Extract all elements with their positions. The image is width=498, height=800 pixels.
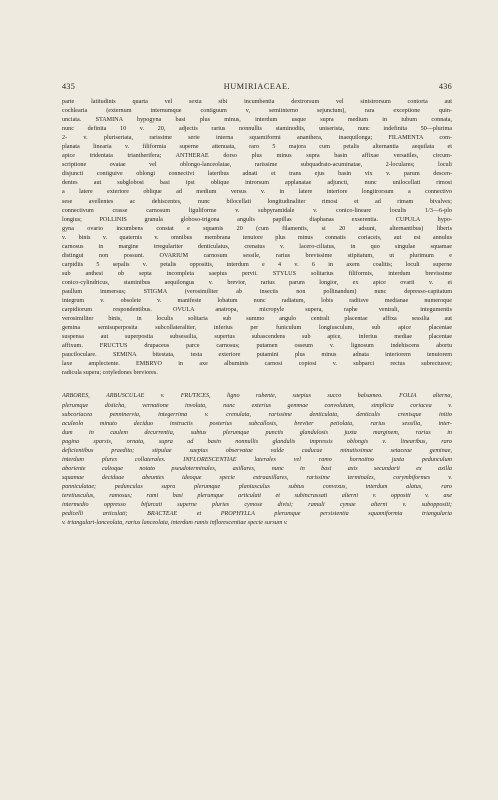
text-line: a latere exteriore oblique ad medium versus v. in latere interiore longitrorsum a connectivo — [62, 189, 452, 196]
text-line: nunc definita 10 v. 20, adjectis rarius nonnullis staminodiis, uniserista, nunc indefinita 50—plurima — [62, 126, 452, 133]
text-line: sub anthesi ob septa incompleta saepius pervii. STYLUS solitarius filiformis, interdum brevissime — [62, 270, 452, 277]
text-line: cochlearia (externum internumque contiguum v, semiinterno sejunctum), rara exceptione quin- — [62, 108, 452, 115]
text-line: affixum. FRUCTUS drupaceus parce carnosus; putamen osseum v. lignosum indehiscens abortu — [62, 343, 452, 350]
text-line: carnosus in margine irregulariter denticulatus, crenatus v. lacero-ciliatus, in quo singulae squamae — [62, 243, 452, 250]
running-header — [62, 82, 452, 91]
text-line: verosimiliter binis, in loculis solitaria sub summo angulo centrali placentae affixa sessilia aut — [62, 316, 452, 323]
text-line: aboriente caltoque notato pseudoterminales, axillares, nunc in basi axis secundarii ex axilla — [62, 465, 452, 472]
text-line: unciata. STAMINA hypogyna basi plus minus, interdum usque supra medium in tubum connata, — [62, 117, 452, 124]
text-line: ARBORES, ARBUSCULAE v. FRUTICES, ligno rubente, saepius succo balsameo. FOLIA alterna, — [62, 393, 452, 400]
text-line: deficientibus praedita; stipulae saepius observatae valde caducae minutissimae setaceae geminae, — [62, 447, 452, 454]
text-line: integrum v. obsolete v. manifeste lobatum nunc radiatum, lobis radiisve medianae numeroque — [62, 298, 452, 305]
page-body — [62, 98, 452, 528]
text-line: parte latitudinis quarta vel sexta sibi incumbentia dextrorsum vel sinistrorsum contorta aut — [62, 99, 452, 105]
text-line: gemina semisuperposita subcollateraliter, inferius per funiculum longiusculum, sub apice placentae — [62, 325, 452, 332]
text-line: sese avellentes ac dehiscentes, nunc bilocellati longitudinaliter rimosi et ad rimam bivalves; — [62, 198, 452, 205]
paragraph-description — [62, 98, 452, 378]
text-line: v. triangulari-lanceolata, rarius lanceolata, interdum ramis inflorescentiae specie sursum v. — [62, 520, 288, 527]
page-number-left: 435 — [62, 82, 76, 91]
text-line: teretiusculus, ramosus; rami basi plerumque articulati et subincrassati alterni v. oppositi v. axe — [62, 492, 452, 499]
text-line: distingui non possunt. OVARIUM carnosum sessile, rarius brevissime stipitatum, ut plurimum e — [62, 252, 452, 259]
text-line: interdum plures collaterales. INFLORESCENTIAE laterales vel ramo hornotino juxta pedunculum — [62, 456, 452, 463]
text-line: panniculatae; pedunculus supra plerumque planiusculus subtus convexus, interdum alatus, raro — [62, 483, 452, 490]
text-line: v. binis v. quaternis v. omnibus membrana tenuiore plus minus connatis coriaceis, aut est annulus — [62, 234, 452, 241]
text-line: carpidiorum respondentibus. OVULA anatropa, micropyle supera, raphe ventrali, integumentis — [62, 307, 452, 314]
page-number-right: 436 — [438, 82, 452, 91]
text-line: conico-cylindricus, staminibus aequilongus v. brevior, rarius parum longior, ex apice ovarii v. ei — [62, 279, 452, 286]
text-line: aculeolo minuto deciduo instructis posterius subcallosis, breviter petiolata, rarius sessilia, inter- — [62, 420, 452, 427]
text-line: apice tridentata triantherifera; ANTHERAE dorso plus minus supra basin affixae versatiles, circum- — [62, 153, 452, 160]
text-line: squamae deciduae abeuntes ideoque specie extraaxillares, rarissime terminales, corymbiformes v. — [62, 474, 452, 481]
text-line: carpidiis 5 sepalis v. petalis oppositis, interdum e 4 v. 6 in axem coalitis; loculi superne — [62, 261, 452, 268]
text-line: gyna ovario incumbens constat e squamis 20 (cum filamentis, si 20 adsunt, alternantibus) liberis — [62, 225, 452, 232]
text-line: pagina sparsis, ornata, supra ad basin nonnullis glandulis impressis oblongis v. linearibus, raro — [62, 438, 452, 445]
text-line: planata linearia v. filiformia superne attenuata, raro 5 majora cum petalis alternantia aequilata et — [62, 144, 452, 151]
text-line: subcoriacea penninervia, integerrima v. crenulata, rarissime denticulata, denticulis crenisque initio — [62, 411, 452, 418]
text-line: disjuncti contiguive oblongi connectivi lateribus adnati et trans ejus basin vix v. parum descen- — [62, 171, 452, 178]
text-line: longius; POLLINIS granula globoso-trigona angulis papillas diaphanas exserentia. CUPULA hypo- — [62, 216, 452, 223]
text-line: intermedio oppresso bifurcati superne pluries cymose divisi; ramuli cymae alterni v. suboppositi; — [62, 502, 452, 509]
text-line: suspensa aut superposita subsessilia, superius subascendens sub apice, inferius mediae placentae — [62, 334, 452, 341]
paragraph-habit — [62, 392, 452, 528]
text-line: laxe amplectente. EMBRYO in axe albuminis carnosi copiosi v. subparci rectus subrectusve; — [62, 361, 452, 368]
text-line: dentes aut subglobosi basi ipsi oblique introrsum applanatae adjuncti, nunc unilocellati rimosi — [62, 180, 452, 187]
text-line: dum in caulem decurrentia, subtus plerumque punctis glandulosis juxta marginem, rarius in — [62, 429, 452, 436]
text-line: connectivum crasse carnosum liguliforme v. subpyramidale v. conico-lineare loculis 1/3—6-plo — [62, 207, 452, 214]
text-line: pauciloculare. SEMINA bitestata, testa exteriore putamini plus minus adnata interiorem tenuiorem — [62, 352, 452, 359]
text-line: radicula supera; cotyledones breviores. — [62, 370, 158, 377]
running-title: HUMIRIACEAE. — [223, 82, 291, 91]
text-line: paullum immersus; STIGMA (verosimiliter ab insectis non pollinandum) nunc depresso-capitatum — [62, 288, 452, 295]
text-line: plerumque disticha, vernatione involuta, nunc exterius gemmae convolutum, simplicia coriacea v. — [62, 402, 452, 409]
text-line: scriptione ovatae vel oblongo-lanceolatae, rarissime subquadrato-acuminatae, 2-loculares; loculi — [62, 162, 452, 169]
text-line: 2- v. pluriseriata, rarissime serie interna squamiformi ananthera, inaequilonga; FILAMENTA com- — [62, 135, 452, 142]
text-line: pedicelli articulati; BRACTEAE et PROPHYLLA plerumque persistentia squamiformia triangularia — [62, 511, 452, 518]
